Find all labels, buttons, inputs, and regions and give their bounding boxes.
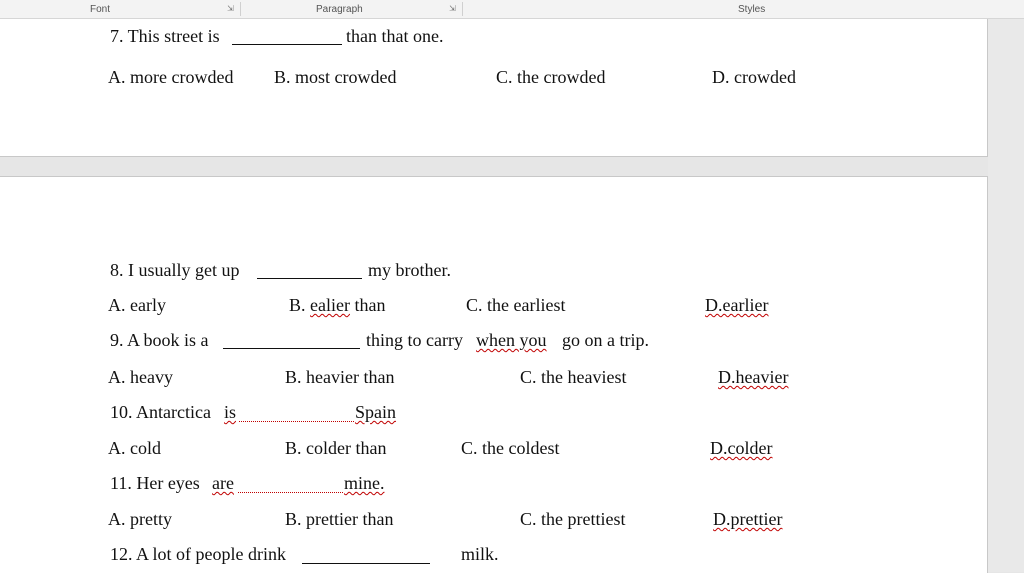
styles-group-label: Styles [738, 4, 766, 15]
q7-stem-start: 7. This street is [110, 26, 220, 46]
page-gap [0, 157, 987, 175]
q7-option-b: B. most crowded [274, 67, 397, 87]
q9-stem-start: 9. A book is a [110, 330, 209, 350]
q7-stem-end: than that one. [346, 26, 444, 46]
q10-stem-start: 10. Antarctica [110, 402, 211, 422]
q9-blank [223, 348, 360, 349]
q10-option-d: D.colder [710, 438, 773, 458]
q8-option-d: D.earlier [705, 295, 769, 315]
ribbon-group-labels [0, 0, 1024, 19]
vertical-scroll-area[interactable] [988, 19, 1024, 572]
q9-option-c: C. the heaviest [520, 367, 627, 387]
q8-option-b-suffix: than [354, 295, 386, 315]
ribbon-separator [462, 2, 463, 16]
q8-stem-end: my brother. [368, 260, 451, 280]
q10-stem-is: is [224, 402, 237, 422]
q12-blank [302, 563, 430, 564]
q11-option-a: A. pretty [108, 509, 172, 529]
font-dialog-launcher-icon[interactable]: ⇲ [227, 4, 234, 13]
q11-stem-start: 11. Her eyes [110, 473, 200, 493]
q11-option-c: C. the prettiest [520, 509, 626, 529]
font-group-label: Font [90, 4, 111, 15]
q10-option-c: C. the coldest [461, 438, 560, 458]
q8-stem-start: 8. I usually get up [110, 260, 240, 280]
q7-option-c: C. the crowded [496, 67, 606, 87]
q9-option-d: D.heavier [718, 367, 789, 387]
q9-stem-mid: thing to carry [366, 330, 463, 350]
q10-blank [239, 421, 354, 422]
q11-stem-are: are [212, 473, 234, 493]
q8-option-c: C. the earliest [466, 295, 566, 315]
q9-option-b: B. heavier than [285, 367, 395, 387]
q12-stem-end: milk. [461, 544, 499, 564]
q11-blank [238, 492, 343, 493]
ribbon-separator [240, 2, 241, 16]
q12-stem-start: 12. A lot of people drink [110, 544, 286, 564]
q11-option-b: B. prettier than [285, 509, 394, 529]
q9-stem-when-you: when you [476, 330, 547, 350]
q8-option-b-misspelled-word: ealier [310, 295, 350, 315]
q10-option-a: A. cold [108, 438, 161, 458]
q8-option-a: A. early [108, 295, 166, 315]
q10-stem-end: Spain [355, 402, 397, 422]
document-page[interactable] [0, 19, 988, 157]
q8-option-b-prefix: B. [289, 295, 306, 315]
q8-blank [257, 278, 362, 279]
q9-stem-end: go on a trip. [562, 330, 649, 350]
q9-option-a: A. heavy [108, 367, 173, 387]
q11-stem-end: mine. [344, 473, 385, 493]
q10-option-b: B. colder than [285, 438, 387, 458]
paragraph-dialog-launcher-icon[interactable]: ⇲ [449, 4, 456, 13]
q7-option-d: D. crowded [712, 67, 796, 87]
q8-option-b [289, 295, 385, 316]
q7-option-a: A. more crowded [108, 67, 234, 87]
document-page[interactable] [0, 176, 988, 573]
q7-blank [232, 44, 342, 45]
q11-option-d: D.prettier [713, 509, 783, 529]
paragraph-group-label: Paragraph [316, 4, 363, 15]
